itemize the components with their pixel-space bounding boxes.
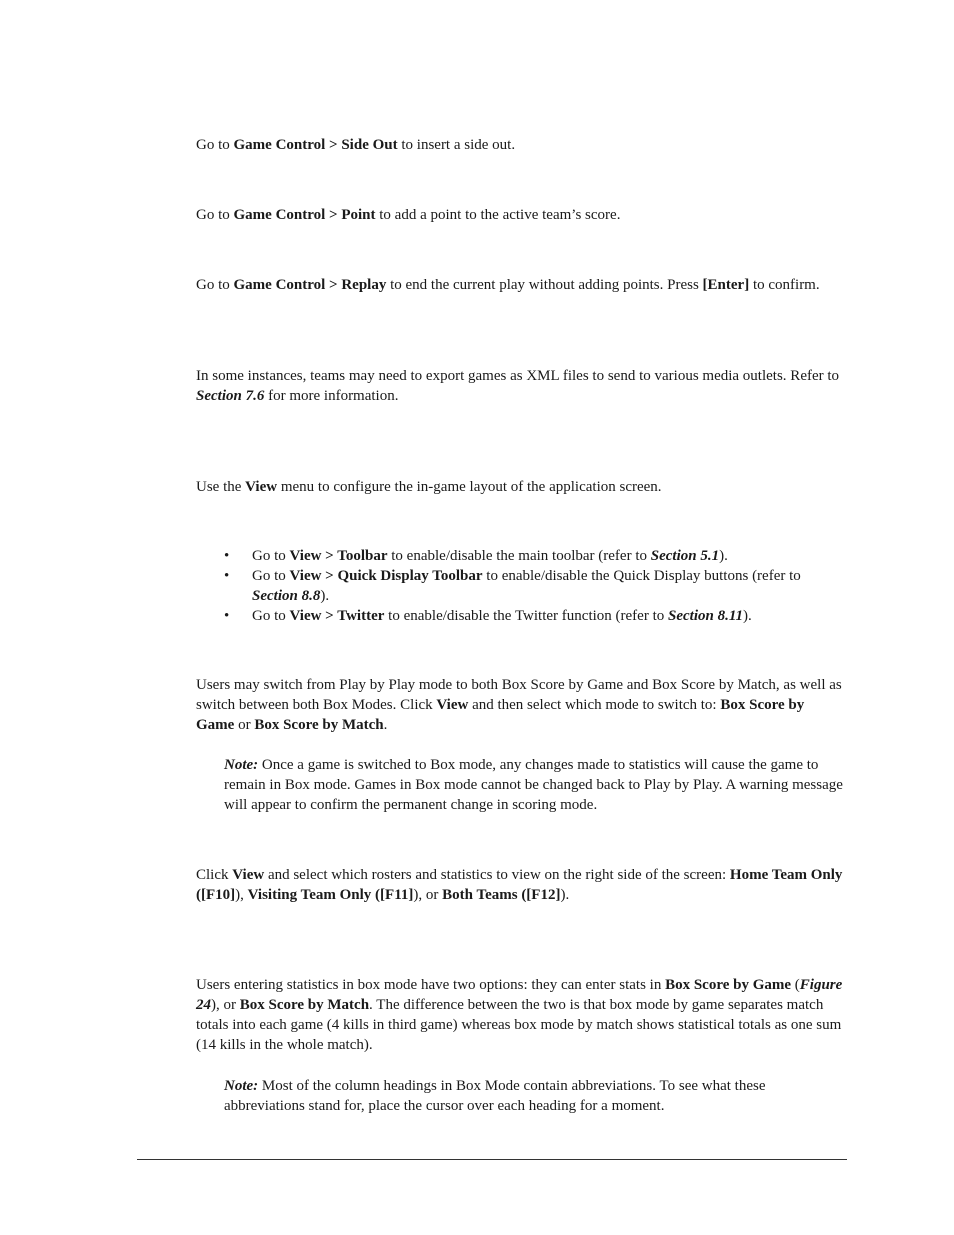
note-text: Once a game is switched to Box mode, any changes made to statistics will cause the game to remain in Box mode. Games in Box mode cannot be changed back to Play by Play. A warning message will appear to confirm the permanent change in scoring mode. [224, 757, 843, 813]
rosters-paragraph [196, 865, 846, 905]
text: to add a point to the active team’s score. [375, 207, 621, 223]
section-ref: Section 8.11 [668, 608, 744, 624]
option-both-teams: Both Teams ([F12] [442, 887, 561, 903]
view-options-list [196, 546, 846, 626]
menu-path-point: Game Control > Point [233, 207, 376, 223]
list-item [196, 606, 846, 626]
text: or [234, 717, 255, 733]
text: Go to [196, 207, 234, 223]
text: and select which rosters and statistics to view on the right side of the screen: [264, 867, 730, 883]
text: ), [235, 887, 248, 903]
text: ). [743, 608, 752, 624]
side-out-instruction [196, 135, 846, 155]
menu-view: View [232, 867, 265, 883]
text: ( [791, 977, 800, 993]
menu-view: View [245, 479, 278, 495]
menu-path: View > Toolbar [289, 548, 388, 564]
section-ref: Section 8.8 [252, 588, 321, 604]
note-box-mode [224, 755, 844, 815]
text: In some instances, teams may need to export games as XML files to send to various media outlets. Refer to [196, 368, 840, 384]
text: Users entering statistics in box mode have two options: they can enter stats in [196, 977, 666, 993]
option-visiting-team-only: Visiting Team Only ([F11] [247, 887, 414, 903]
text: ). [719, 548, 728, 564]
box-entry-paragraph [196, 975, 846, 1055]
figure-ref: Figure 24 [196, 977, 843, 1013]
replay-instruction [196, 275, 846, 295]
menu-path: View > Twitter [289, 608, 385, 624]
text: and then select which mode to switch to: [468, 697, 721, 713]
menu-path: View > Quick Display Toolbar [289, 568, 483, 584]
key-enter: [Enter] [702, 277, 750, 293]
text: Go to [252, 608, 290, 624]
text: Users may switch from Play by Play mode to both Box Score by Game and Box Score by Match, as well as switch between both Box Modes. Click [196, 677, 842, 713]
text: to end the current play without adding points. Press [386, 277, 703, 293]
text: Click [196, 867, 233, 883]
text: menu to configure the in-game layout of the application screen. [277, 479, 662, 495]
text: Go to [196, 137, 234, 153]
text: Use the [196, 479, 246, 495]
text: Go to [252, 568, 290, 584]
text: ), or [211, 997, 240, 1013]
text: . [383, 717, 388, 733]
text: to enable/disable the main toolbar (refer to [387, 548, 651, 564]
option-box-score-by-match: Box Score by Match [254, 717, 384, 733]
bullet: • [224, 548, 230, 564]
menu-view: View [436, 697, 469, 713]
note-label: Note: [224, 1078, 259, 1094]
menu-path-replay: Game Control > Replay [233, 277, 387, 293]
note-abbreviations [224, 1076, 844, 1116]
bullet: • [224, 608, 230, 624]
text: ), or [413, 887, 443, 903]
option-box-score-by-match: Box Score by Match [239, 997, 370, 1013]
view-intro-paragraph [196, 477, 846, 497]
text: Go to [252, 548, 290, 564]
option-home-team-only: Home Team Only ([F10] [196, 867, 843, 903]
text: Go to [196, 277, 234, 293]
box-switch-paragraph [196, 675, 846, 735]
option-box-score-by-game: Box Score by Game [196, 697, 805, 733]
list-item [196, 546, 846, 566]
text: . The difference between the two is that box mode by game separates match totals into each game (4 kills in third game) whereas box mode by match shows statistical totals as one sum (14 kills in the whole match). [196, 997, 842, 1053]
option-box-score-by-game: Box Score by Game [665, 977, 792, 993]
footer-rule [137, 1159, 847, 1160]
note-text: Most of the column headings in Box Mode contain abbreviations. To see what these abbreviations stand for, place the cursor over each heading for a moment. [224, 1078, 766, 1114]
section-ref: Section 7.6 [196, 388, 265, 404]
list-item [196, 566, 846, 606]
text: ). [560, 887, 570, 903]
text: to confirm. [749, 277, 820, 293]
point-instruction [196, 205, 846, 225]
text: to enable/disable the Twitter function (refer to [384, 608, 668, 624]
note-label: Note: [224, 757, 259, 773]
text: ). [320, 588, 330, 604]
text: for more information. [264, 388, 399, 404]
bullet: • [224, 568, 230, 584]
section-ref: Section 5.1 [650, 548, 720, 564]
export-paragraph [196, 366, 846, 406]
text: to enable/disable the Quick Display buttons (refer to [482, 568, 801, 584]
menu-path-side-out: Game Control > Side Out [233, 137, 398, 153]
text: to insert a side out. [397, 137, 516, 153]
